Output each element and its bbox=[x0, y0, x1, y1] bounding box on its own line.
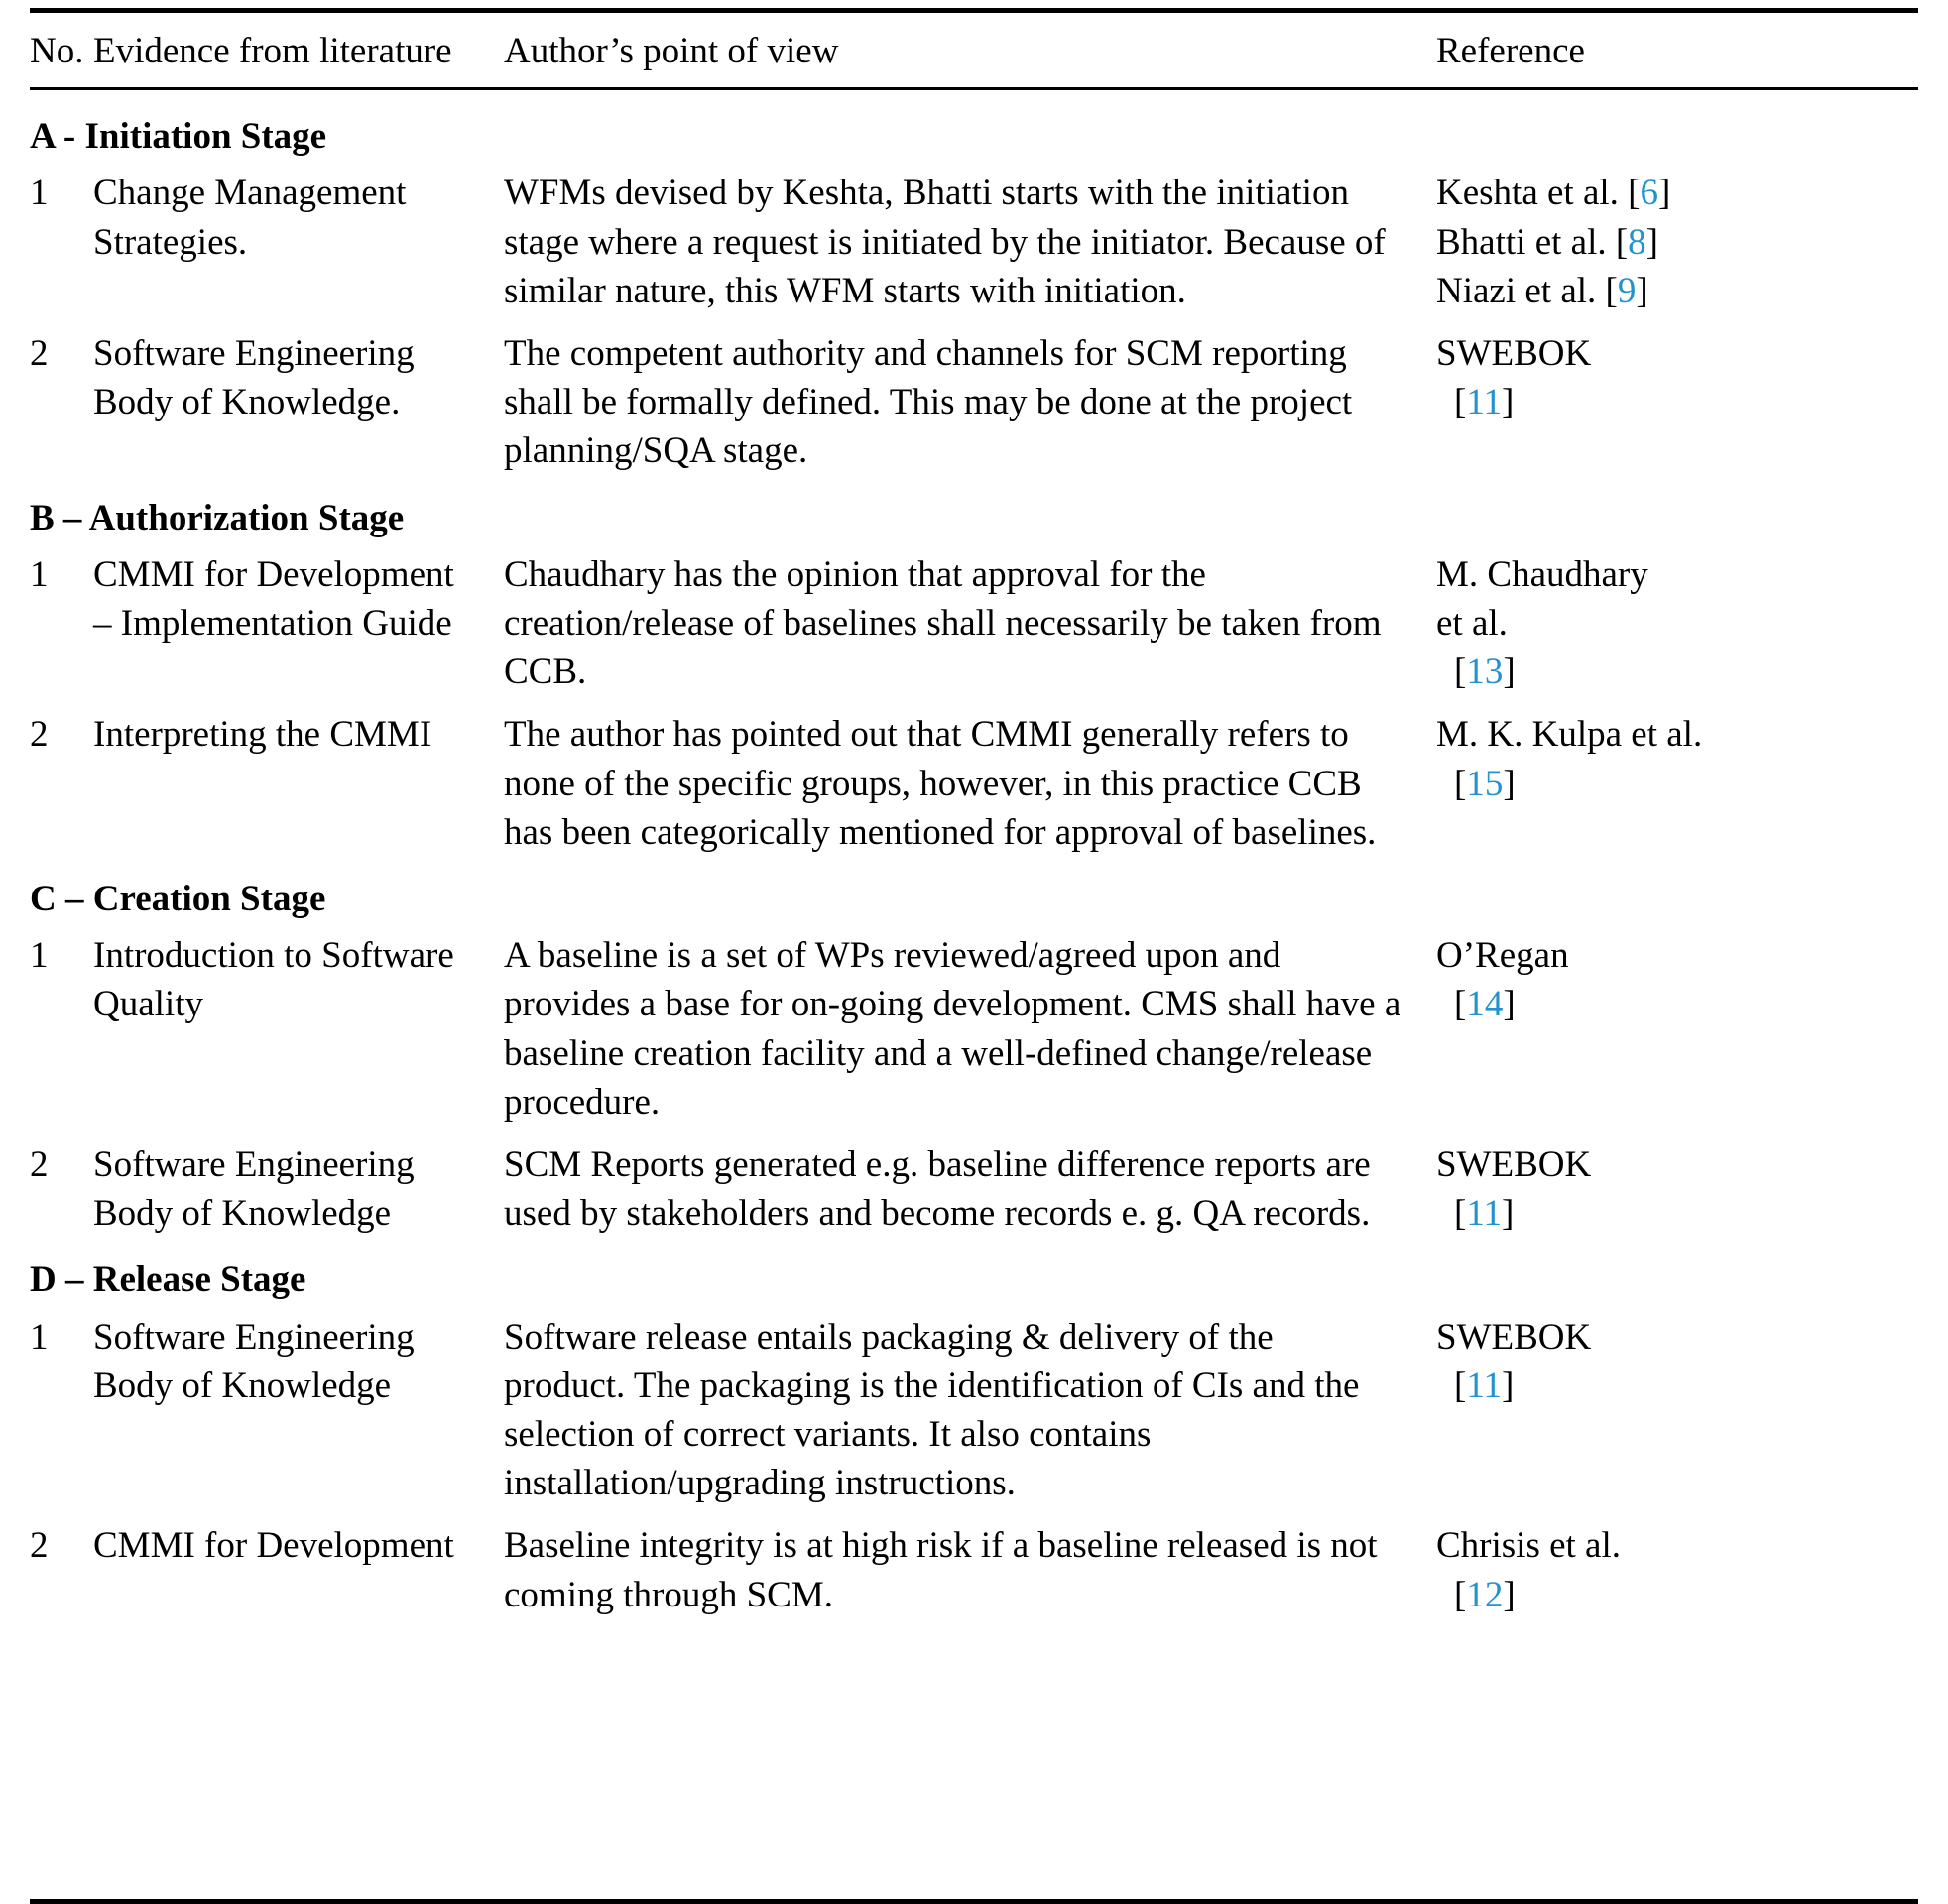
reference-text: SWEBOK bbox=[1436, 1144, 1592, 1186]
evidence-cell: Introduction to Software Quality bbox=[93, 935, 454, 1025]
reference-text: ] bbox=[1657, 173, 1671, 214]
reference-text: [ bbox=[1454, 1193, 1467, 1235]
reference-line bbox=[1436, 378, 1918, 426]
reference-cell bbox=[1436, 329, 1918, 426]
reference-text: M. K. Kulpa et al. bbox=[1436, 714, 1703, 756]
table-row bbox=[30, 550, 1918, 697]
row-number: 2 bbox=[30, 333, 49, 375]
reference-cell bbox=[1436, 169, 1918, 315]
reference-line bbox=[1436, 710, 1918, 759]
reference-line bbox=[1436, 1362, 1918, 1410]
section-title: B – Authorization Stage bbox=[30, 497, 405, 538]
reference-text: Bhatti et al. [ bbox=[1436, 221, 1629, 263]
column-header-reference: Reference bbox=[1436, 31, 1585, 71]
reference-line bbox=[1436, 550, 1918, 599]
reference-line bbox=[1436, 1313, 1918, 1362]
evidence-line: – Implementation Guide bbox=[93, 603, 452, 645]
reference-text: SWEBOK bbox=[1436, 333, 1592, 375]
reference-text: Keshta et al. [ bbox=[1436, 173, 1641, 214]
reference-cell bbox=[1436, 550, 1918, 697]
evidence-line: CMMI for Development bbox=[93, 553, 454, 595]
reference-text: ] bbox=[1501, 1193, 1515, 1235]
table-row bbox=[30, 169, 1918, 315]
column-header-no: No. bbox=[30, 31, 84, 71]
evidence-cell bbox=[93, 550, 504, 648]
reference-text: Chrisis et al. bbox=[1436, 1525, 1622, 1567]
table-body bbox=[30, 90, 1918, 1633]
table-row bbox=[30, 1140, 1918, 1238]
evidence-cell: Interpreting the CMMI bbox=[93, 714, 432, 756]
pov-cell: SCM Reports generated e.g. baseline difference reports are used by stakeholders and become records e. g. QA records. bbox=[504, 1144, 1371, 1235]
reference-cell bbox=[1436, 1140, 1918, 1238]
literature-evidence-table bbox=[30, 8, 1918, 1904]
row-number: 1 bbox=[30, 935, 49, 977]
row-number: 2 bbox=[30, 1525, 49, 1567]
section-title: A - Initiation Stage bbox=[30, 116, 327, 158]
reference-text: ] bbox=[1503, 652, 1516, 693]
citation-link[interactable]: 11 bbox=[1466, 1365, 1502, 1406]
reference-line bbox=[1436, 599, 1918, 648]
section-title: D – Release Stage bbox=[30, 1259, 306, 1301]
citation-link[interactable]: 14 bbox=[1466, 984, 1504, 1025]
reference-text: [ bbox=[1454, 1365, 1467, 1406]
column-header-evidence: Evidence from literature bbox=[93, 31, 452, 71]
pov-cell: A baseline is a set of WPs reviewed/agreed upon and provides a base for on-going development. CMS shall have a baseline creation facility and a well-defined change/release procedure. bbox=[504, 935, 1401, 1123]
citation-link[interactable]: 8 bbox=[1628, 221, 1646, 263]
reference-text: [ bbox=[1454, 984, 1467, 1025]
citation-link[interactable]: 11 bbox=[1466, 1193, 1502, 1235]
section-title: C – Creation Stage bbox=[30, 879, 326, 920]
row-number: 1 bbox=[30, 553, 49, 595]
reference-text: ] bbox=[1501, 382, 1515, 423]
reference-line bbox=[1436, 267, 1918, 315]
pov-cell: WFMs devised by Keshta, Bhatti starts with the initiation stage where a request is initiated by the initiator. Because of similar nature, this WFM starts with initiation. bbox=[504, 173, 1386, 311]
row-number: 1 bbox=[30, 173, 49, 214]
reference-cell bbox=[1436, 1313, 1918, 1410]
reference-line bbox=[1436, 218, 1918, 267]
evidence-cell: Software Engineering Body of Knowledge. bbox=[93, 333, 415, 423]
reference-line bbox=[1436, 329, 1918, 378]
pov-cell: Software release entails packaging & delivery of the product. The packaging is the identification of CIs and the selection of correct variants. It also contains installation/upgrading instructions. bbox=[504, 1316, 1360, 1504]
citation-link[interactable]: 13 bbox=[1466, 652, 1504, 693]
table-row bbox=[30, 710, 1918, 857]
reference-text: ] bbox=[1645, 221, 1658, 263]
reference-line bbox=[1436, 1521, 1918, 1570]
citation-link[interactable]: 12 bbox=[1466, 1574, 1504, 1615]
evidence-cell: Software Engineering Body of Knowledge bbox=[93, 1316, 415, 1406]
reference-text: [ bbox=[1454, 382, 1467, 423]
reference-text: ] bbox=[1503, 1574, 1516, 1615]
citation-link[interactable]: 6 bbox=[1640, 173, 1658, 214]
pov-cell: The author has pointed out that CMMI generally refers to none of the specific groups, however, in this practice CCB has been categorically mentioned for approval of baselines. bbox=[504, 714, 1377, 853]
evidence-cell: Software Engineering Body of Knowledge bbox=[93, 1144, 415, 1235]
reference-line bbox=[1436, 169, 1918, 217]
pov-cell: Chaudhary has the opinion that approval for the creation/release of baselines shall necessarily be taken from CCB. bbox=[504, 553, 1382, 693]
evidence-cell: Change Management Strategies. bbox=[93, 173, 407, 263]
reference-text: ] bbox=[1503, 763, 1516, 804]
reference-text: Niazi et al. [ bbox=[1436, 270, 1618, 311]
citation-link[interactable]: 11 bbox=[1466, 382, 1502, 423]
row-number: 2 bbox=[30, 1144, 49, 1186]
citation-link[interactable]: 15 bbox=[1466, 763, 1504, 804]
reference-line bbox=[1436, 1189, 1918, 1238]
reference-text: SWEBOK bbox=[1436, 1316, 1592, 1358]
pov-cell: Baseline integrity is at high risk if a baseline released is not coming through SCM. bbox=[504, 1525, 1378, 1615]
column-header-pov: Author’s point of view bbox=[504, 31, 839, 71]
reference-text: [ bbox=[1454, 652, 1467, 693]
reference-text: M. Chaudhary bbox=[1436, 553, 1648, 595]
table-row bbox=[30, 1313, 1918, 1508]
row-number: 1 bbox=[30, 1316, 49, 1358]
reference-text: et al. bbox=[1436, 603, 1508, 645]
pov-cell: The competent authority and channels for SCM reporting shall be formally defined. This may be done at the project planning/SQA stage. bbox=[504, 333, 1353, 472]
row-number: 2 bbox=[30, 714, 49, 756]
reference-line bbox=[1436, 760, 1918, 808]
table-row bbox=[30, 931, 1918, 1127]
reference-cell bbox=[1436, 710, 1918, 807]
reference-text: [ bbox=[1454, 763, 1467, 804]
reference-line bbox=[1436, 931, 1918, 980]
reference-text: ] bbox=[1503, 984, 1516, 1025]
reference-cell bbox=[1436, 931, 1918, 1028]
citation-link[interactable]: 9 bbox=[1617, 270, 1637, 311]
reference-line bbox=[1436, 980, 1918, 1028]
reference-cell bbox=[1436, 1521, 1918, 1618]
reference-text: O’Regan bbox=[1436, 935, 1569, 977]
reference-line bbox=[1436, 1140, 1918, 1189]
evidence-cell: CMMI for Development bbox=[93, 1525, 454, 1567]
reference-text: ] bbox=[1636, 270, 1648, 311]
table-header-row bbox=[30, 13, 1918, 90]
reference-line bbox=[1436, 1571, 1918, 1619]
table-row bbox=[30, 329, 1918, 476]
reference-text: [ bbox=[1454, 1574, 1467, 1615]
table-row bbox=[30, 1521, 1918, 1618]
reference-text: ] bbox=[1501, 1365, 1515, 1406]
reference-line bbox=[1436, 648, 1918, 696]
